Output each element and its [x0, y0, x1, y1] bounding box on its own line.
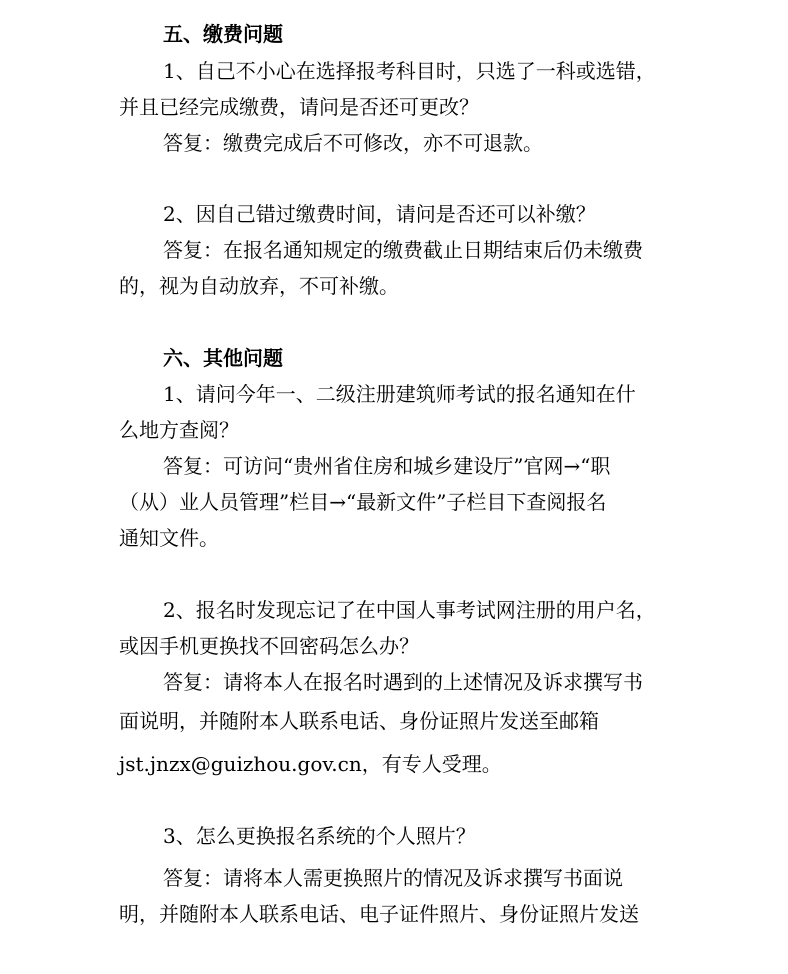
question-text: 2、因自己错过缴费时间，请问是否还可以补缴？	[163, 202, 596, 226]
section-heading-payment: 五、缴费问题	[163, 22, 283, 46]
question-text: 3、怎么更换报名系统的个人照片？	[163, 824, 476, 848]
answer-text: 明，并随附本人联系电话、电子证件照片、身份证照片发送	[119, 902, 639, 926]
answer-text: （从）业人员管理”栏目→“最新文件”子栏目下查阅报名	[119, 490, 607, 514]
answer-text: 通知文件。	[119, 526, 219, 550]
section-heading-other: 六、其他问题	[163, 346, 283, 370]
answer-text: 答复：可访问“贵州省住房和城乡建设厅”官网→“职	[163, 454, 611, 478]
answer-text: jst.jnzx@guizhou.gov.cn，有专人受理。	[119, 752, 502, 776]
question-text: 1、请问今年一、二级注册建筑师考试的报名通知在什	[163, 382, 636, 406]
question-text: 并且已经完成缴费，请问是否还可更改？	[119, 95, 479, 119]
question-text: 1、自己不小心在选择报考科目时，只选了一科或选错，	[163, 59, 656, 83]
answer-text: 面说明，并随附本人联系电话、身份证照片发送至邮箱	[119, 709, 599, 733]
answer-text: 答复：缴费完成后不可修改，亦不可退款。	[163, 131, 543, 155]
answer-text: 的，视为自动放弃，不可补缴。	[119, 274, 399, 298]
question-text: 或因手机更换找不回密码怎么办？	[119, 634, 419, 658]
answer-text: 答复：请将本人需更换照片的情况及诉求撰写书面说	[163, 866, 623, 890]
question-text: 么地方查阅？	[119, 418, 239, 442]
answer-text: 答复：请将本人在报名时遇到的上述情况及诉求撰写书	[163, 670, 643, 694]
question-text: 2、报名时发现忘记了在中国人事考试网注册的用户名，	[163, 598, 656, 622]
answer-text: 答复：在报名通知规定的缴费截止日期结束后仍未缴费	[163, 238, 643, 262]
